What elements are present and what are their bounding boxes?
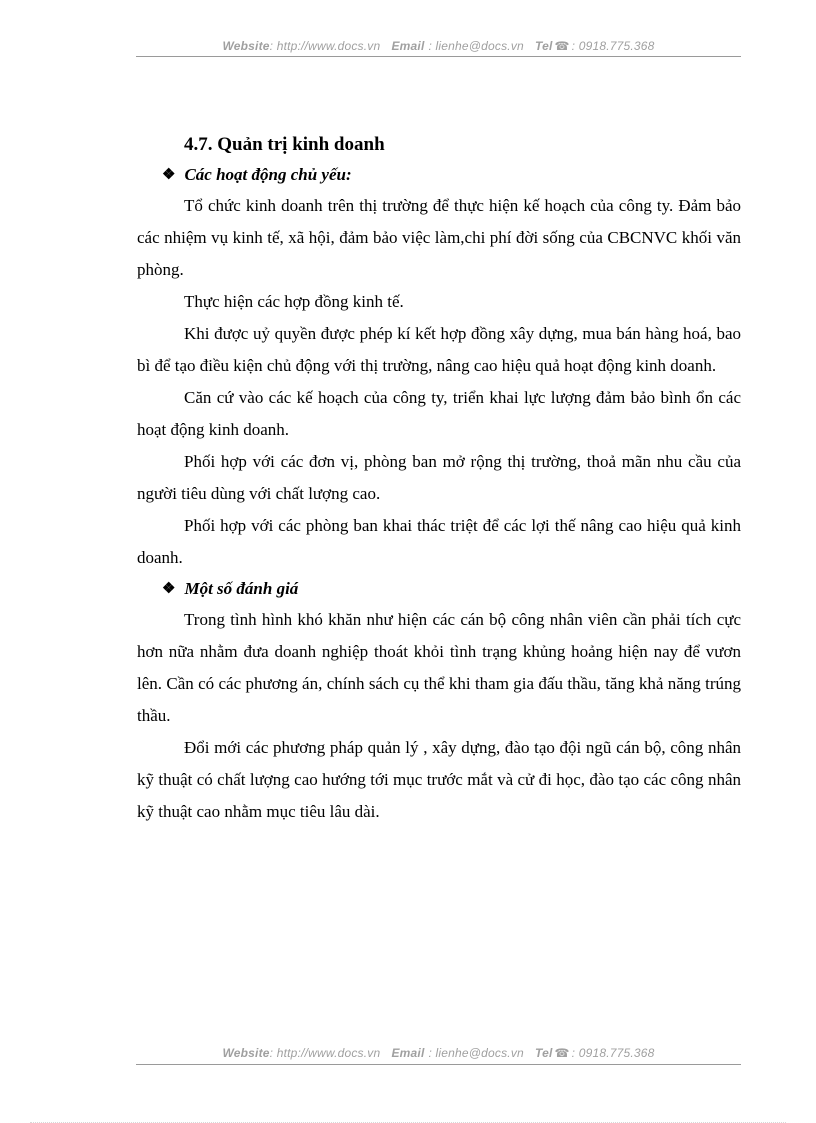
diamond-bullet-icon: ❖ xyxy=(162,167,176,183)
paragraph: Thực hiện các hợp đồng kinh tế. xyxy=(184,292,404,311)
header-tel-value: : 0918.775.368 xyxy=(571,39,655,53)
footer-tel-label: Tel xyxy=(535,1046,553,1060)
paragraph: Phối hợp với các phòng ban khai thác triệt để các lợi thế nâng cao hiệu quả kinh doanh. xyxy=(137,516,741,567)
phone-icon: ☎ xyxy=(554,39,570,53)
paragraph: Căn cứ vào các kế hoạch của công ty, triển khai lực lượng đảm bảo bình ổn các hoạt động kinh doanh. xyxy=(137,388,741,439)
header-website-label: Website xyxy=(222,39,270,53)
paragraph: Trong tình hình khó khăn như hiện các cán bộ công nhân viên cần phải tích cực hơn nữa nhằm đưa doanh nghiệp thoát khỏi tình trạng khủng hoảng hiện nay để vươn lên. Cần có các phương án, chính sách cụ thể khi tham gia đấu thầu, tăng khả năng trúng thầu. xyxy=(137,610,741,725)
document-body xyxy=(137,130,741,828)
subsection-heading-activities xyxy=(162,160,741,190)
header-tel-label: Tel xyxy=(535,39,553,53)
page-footer xyxy=(136,1046,741,1060)
paragraph: Đổi mới các phương pháp quản lý , xây dựng, đào tạo đội ngũ cán bộ, công nhân kỹ thuật có chất lượng cao hướng tới mục trước mắt và cử đi học, đào tạo các công nhân kỹ thuật cao nhằm mục tiêu lâu dài. xyxy=(137,738,741,821)
footer-website-value: : http://www.docs.vn xyxy=(269,1046,381,1060)
footer-email-label: Email xyxy=(391,1046,425,1060)
paragraph: Phối hợp với các đơn vị, phòng ban mở rộng thị trường, thoả mãn nhu cầu của người tiêu dùng với chất lượng cao. xyxy=(137,452,741,503)
diamond-bullet-icon: ❖ xyxy=(162,581,176,597)
subsection-heading-evaluation xyxy=(162,574,741,604)
header-email-value: : lienhe@docs.vn xyxy=(428,39,524,53)
paragraph: Tổ chức kinh doanh trên thị trường để thực hiện kế hoạch của công ty. Đảm bảo các nhiệm vụ kinh tế, xã hội, đảm bảo việc làm,chi phí đời sống của CBCNVC khối văn phòng. xyxy=(137,196,741,279)
footer-rule xyxy=(136,1064,741,1065)
footer-website-label: Website xyxy=(222,1046,270,1060)
header-rule xyxy=(136,56,741,57)
header-website-value: : http://www.docs.vn xyxy=(269,39,381,53)
header-email-label: Email xyxy=(391,39,425,53)
section-heading: 4.7. Quản trị kinh doanh xyxy=(184,134,385,155)
phone-icon: ☎ xyxy=(554,1046,570,1060)
page-header xyxy=(136,39,741,53)
paragraph: Khi được uỷ quyền được phép kí kết hợp đồng xây dựng, mua bán hàng hoá, bao bì để tạo điều kiện chủ động với thị trường, nâng cao hiệu quả hoạt động kinh doanh. xyxy=(137,324,741,375)
subsection-title: Các hoạt động chủ yếu: xyxy=(184,165,352,184)
footer-tel-value: : 0918.775.368 xyxy=(571,1046,655,1060)
subsection-title: Một số đánh giá xyxy=(184,579,299,598)
footer-email-value: : lienhe@docs.vn xyxy=(428,1046,524,1060)
